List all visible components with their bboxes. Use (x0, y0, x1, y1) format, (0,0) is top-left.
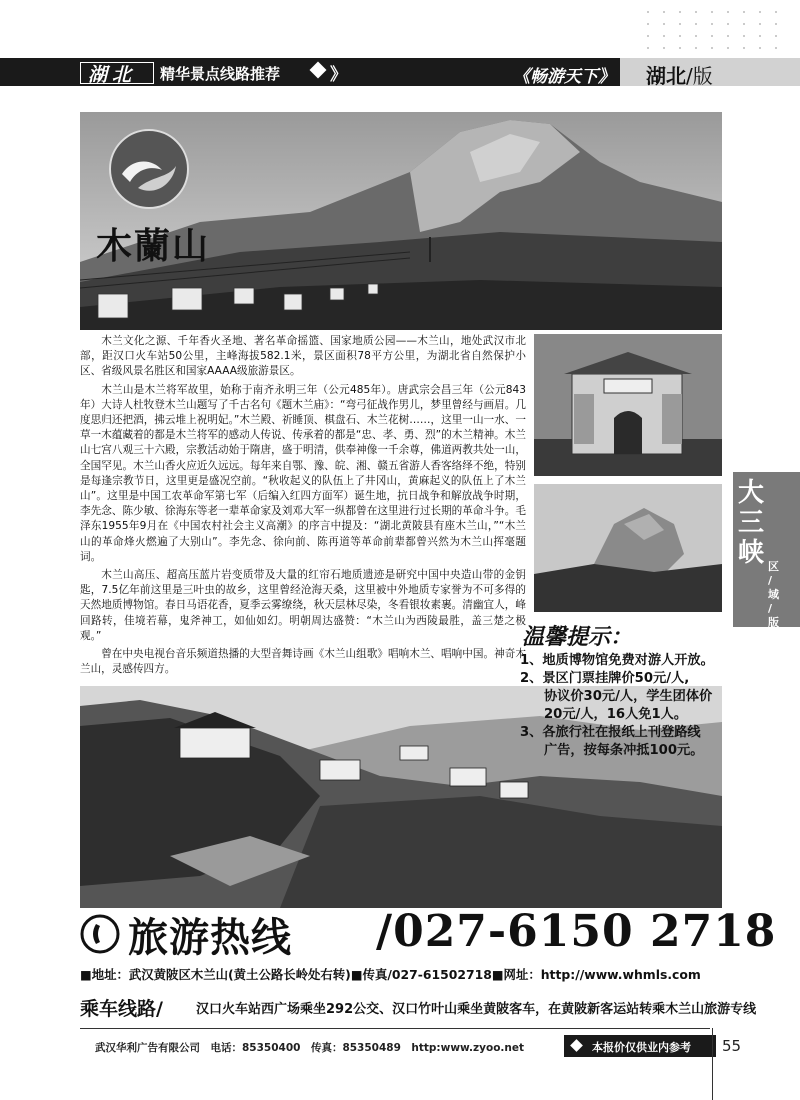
route-title (80, 994, 163, 1021)
side-tab-title (738, 478, 765, 568)
hotline-phone-number: 027-6150 2718 (393, 906, 777, 957)
tip-item: 2、景区门票挂牌价50元/人, (520, 671, 690, 686)
side-tab-char: 峡 (738, 538, 765, 568)
side-tab-edition-char: 区 (768, 560, 779, 573)
side-tab-edition (768, 560, 784, 630)
temple-gate-photo (534, 334, 722, 476)
side-tab-char: 大 (738, 478, 765, 508)
side-tab-char: 三 (738, 508, 765, 538)
tip-item-continuation: 协议价30元/人，学生团体价 (544, 689, 713, 704)
edition-label (646, 60, 713, 89)
chevron-right-icon: 》 (330, 65, 347, 85)
header-subtitle: 精华景点线路推荐 (160, 65, 281, 83)
side-tab-edition-char: 域 (768, 588, 779, 601)
article-body (80, 334, 526, 680)
hotline-slash: / (376, 906, 394, 957)
tip-item-continuation: 广告，按每条冲抵100元。 (544, 743, 704, 758)
footer-note: 本报价仅供业内参考 (592, 1041, 691, 1054)
tip-item: 3、各旅行社在报纸上刊登路线 (520, 725, 701, 740)
header-region-logo: 湖北 (88, 64, 137, 86)
attraction-logo-text: 木蘭山 (96, 225, 211, 267)
side-tab-edition-char: / (768, 602, 773, 615)
magazine-title: 《畅游天下》 (513, 67, 615, 87)
tips-title: 温馨提示： (522, 624, 633, 650)
side-tab-edition-char: / (768, 574, 773, 587)
page-number: 55 (722, 1037, 742, 1055)
mulan-logo-emblem (108, 128, 190, 210)
article-paragraph: 木兰文化之源、千年香火圣地、著名革命摇篮、国家地质公园——木兰山，地处武汉市北部，距汉口火车站50公里，主峰海拔582.1米，景区面积78平方公里，为湖北省自然保护小区、省级风景名胜区和国家AAAA级旅游景区。 (80, 335, 526, 378)
route-slash: / (156, 998, 163, 1020)
route-description: 汉口火车站西广场乘坐292公交、汉口竹叶山乘坐黄陂客车，在黄陂新客运站转乘木兰山旅游专线 (196, 1002, 757, 1017)
hotline-number (376, 906, 776, 957)
article-paragraph: 曾在中央电视台音乐频道热播的大型音舞诗画《木兰山组歌》唱响木兰、唱响中国。神奇木兰山，灵感传四方。 (80, 648, 526, 676)
edition-main: 湖北 (646, 64, 686, 88)
article-paragraph: 木兰山是木兰将军故里，始称于南齐永明三年（公元485年）。唐武宗会昌三年（公元843年）大诗人杜牧登木兰山题写了千古名句《题木兰庙》：“弯弓征战作男儿，梦里曾经与画眉。几度思归还把酒，拂云堆上祝明妃。”木兰殿、祈睡顶、棋盘石、木兰花树……，这里一山一水、一草一木蕴藏着的都是木兰将军的感动人传说、传承着的都是“忠、孝、勇、烈”的木兰精神。木兰山七宫八观三十六殿，宗教活动始于隋唐，盛于明清，供奉神像一千余尊，佛道两教共处一山，全国罕见。木兰山香火应近久远远。每年来自鄂、豫、皖、湘、赣五省游人香客络绎不绝，特别是每逢宗教节日，这里更是盛况空前。“秋收起义的队伍上了井冈山，黄麻起义的队伍上了木兰山”。这里是中国工农革命军第七军（后编入红四方面军）诞生地，抗日战争和解放战争时期，李先念、陈少敏、徐海东等老一辈革命家及刘邓大军一纵都曾在这里进行过长期的革命斗争。毛泽东1955年9月在《中国农村社会主义高潮》的序言中提及：“湖北黄陂县有座木兰山，”“木兰山的革命烽火燃遍了大别山”。李先念、徐向前、陈再道等革命前辈都曾兴然为木兰山挥毫题词。 (80, 383, 526, 563)
edition-suffix: /版 (686, 64, 713, 88)
footer-company-info: 武汉华利广告有限公司 电话：85350400 传真：85350489 http:www.zyoo.net (95, 1042, 525, 1054)
contact-info-line: ■地址：武汉黄陂区木兰山(黄土公路长岭处右转)■传真/027-61502718■网址：http://www.whmls.com (80, 967, 701, 982)
side-tab-edition-char: 版 (768, 616, 779, 629)
tips-list (520, 652, 735, 760)
footer-vertical-divider (712, 1028, 713, 1100)
rock-peak-photo (534, 484, 722, 612)
footer-divider (80, 1028, 710, 1029)
hotline-label: 旅游热线 (128, 915, 292, 961)
tip-item-continuation: 20元/人，16人免1人。 (544, 707, 688, 722)
route-title-text: 乘车线路 (80, 998, 157, 1020)
article-paragraph: 木兰山高压、超高压蓝片岩变质带及大量的红帘石地质遗迹是研究中国中央造山带的金钥匙，7.5亿年前这里是三叶虫的故乡，这里曾经沧海天桑，这里被中外地质专家誉为不可多得的天然地质博物馆。春日马语花香，夏季云雾缭绕，秋天层林尽染，冬看银妆素裹。清幽宜人，峰回路转，佳境若幕，鬼斧神工，如仙如幻。明朝周达盛赞：“木兰山为西陵最胜，盖三楚之极观。” (80, 569, 526, 642)
tip-item: 1、地质博物馆免费对游人开放。 (520, 653, 714, 668)
decorative-dot-grid (640, 6, 790, 56)
phone-icon (80, 914, 120, 954)
